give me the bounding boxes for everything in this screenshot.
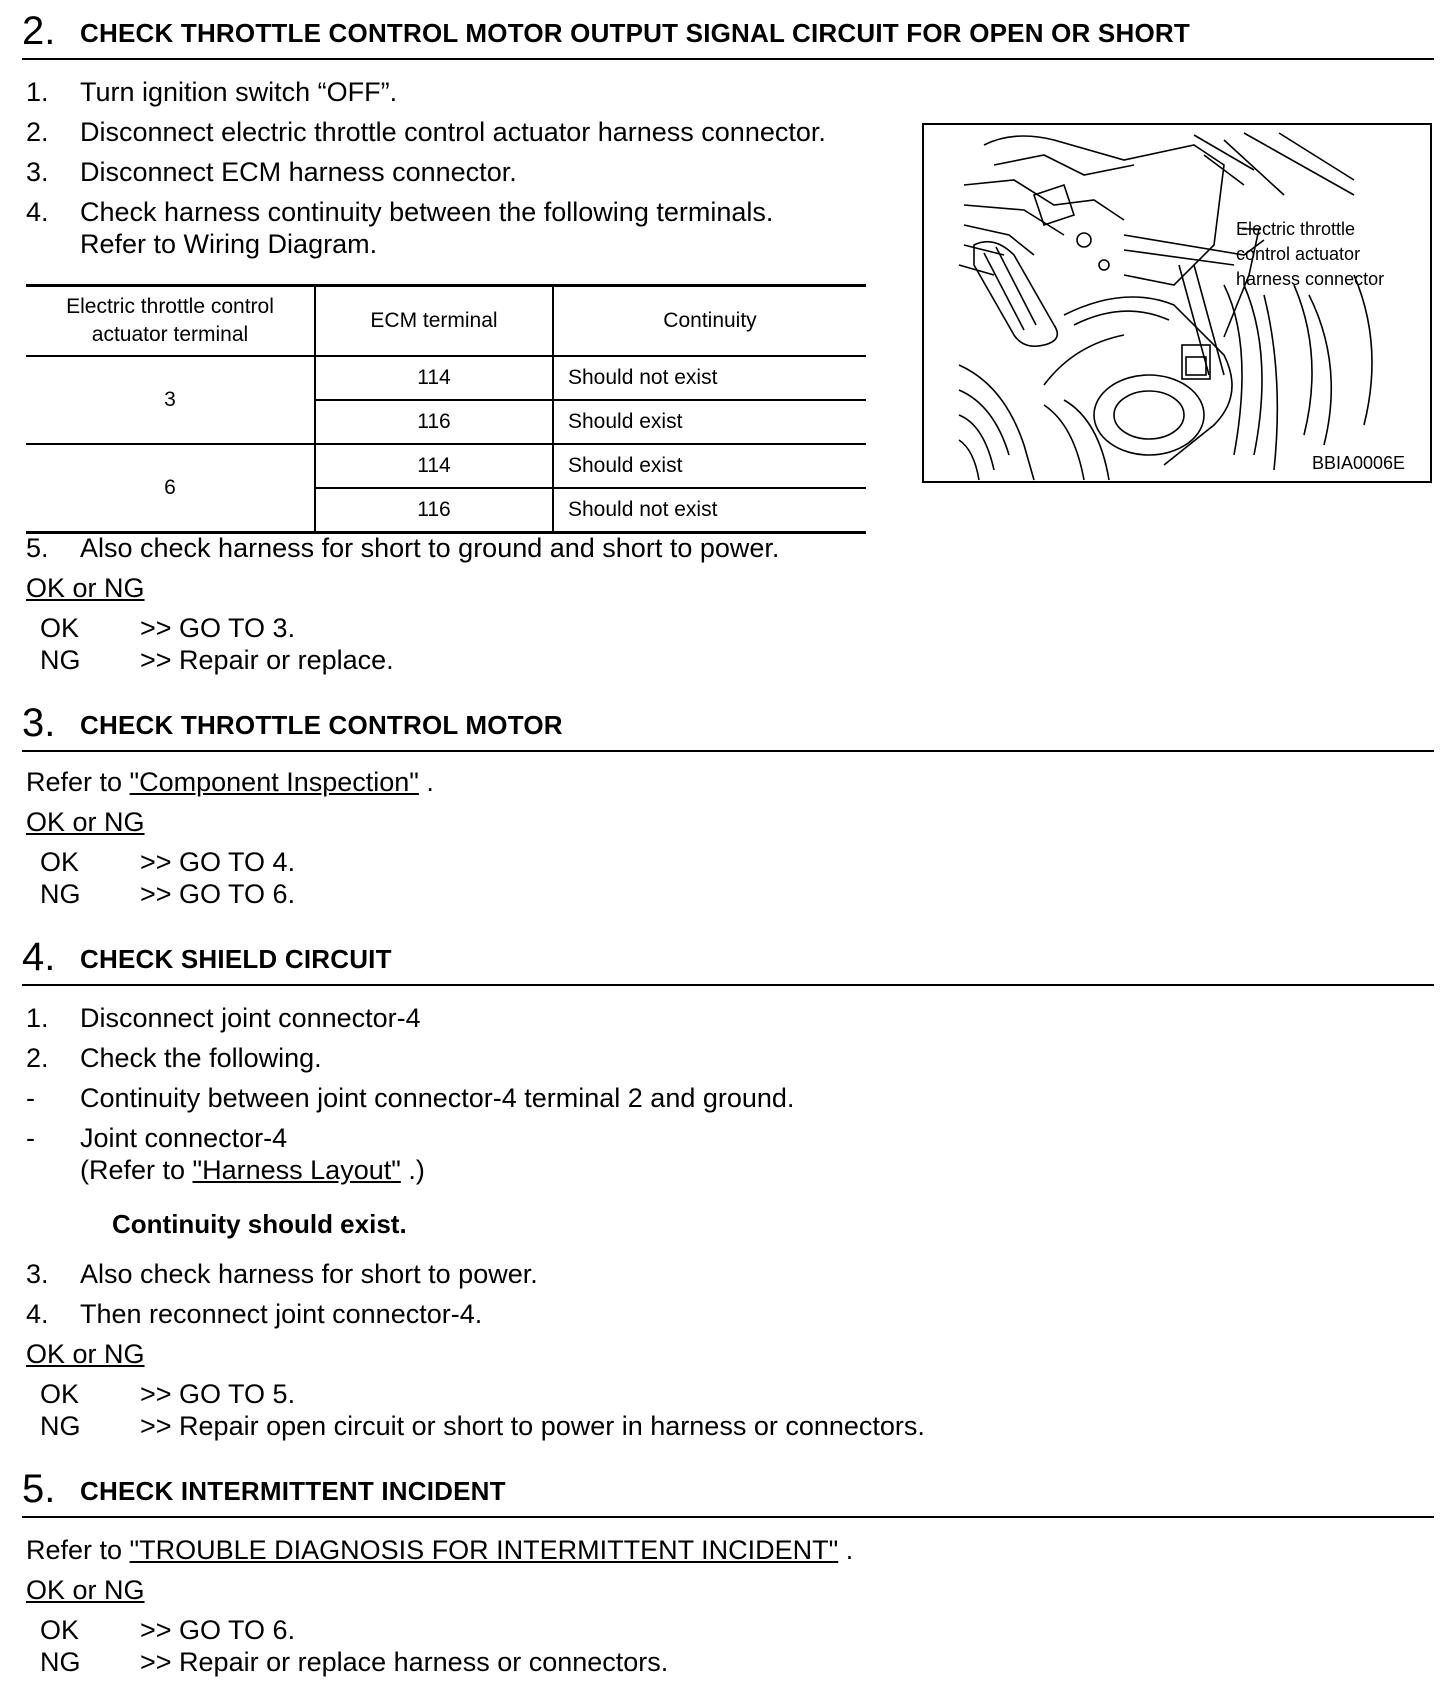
figure-label: harness connector	[1236, 269, 1385, 289]
step-title: CHECK INTERMITTENT INCIDENT	[80, 1476, 506, 1506]
list-number: 2.	[26, 117, 49, 147]
ok-action: >> GO TO 3.	[140, 613, 296, 643]
ecm-terminal-cell: 114	[315, 444, 553, 488]
continuity-cell: Should exist	[553, 444, 866, 488]
step-number: 4.	[22, 935, 56, 979]
list-number: 3.	[26, 157, 49, 187]
ecm-terminal-cell: 116	[315, 488, 553, 533]
ok-action: >> GO TO 6.	[140, 1615, 296, 1645]
ng-label: NG	[40, 1411, 81, 1441]
ng-action: >> Repair or replace harness or connectors.	[140, 1647, 669, 1677]
actuator-terminal-cell: 6	[26, 444, 315, 533]
refer-line: (Refer to "Harness Layout" .)	[80, 1155, 425, 1185]
ecm-terminal-cell: 114	[315, 356, 553, 400]
ok-label: OK	[40, 1379, 80, 1409]
list-item: Then reconnect joint connector-4.	[80, 1299, 483, 1329]
step-title: CHECK THROTTLE CONTROL MOTOR	[80, 710, 563, 740]
continuity-cell: Should not exist	[553, 488, 866, 533]
list-number: 5.	[26, 533, 49, 563]
ok-ng-label: OK or NG	[26, 807, 145, 837]
ok-label: OK	[40, 847, 80, 877]
ecm-terminal-cell: 116	[315, 400, 553, 444]
continuity-cell: Should exist	[553, 400, 866, 444]
continuity-note: Continuity should exist.	[112, 1209, 407, 1239]
ok-ng-label: OK or NG	[26, 1339, 145, 1369]
step-number: 5.	[22, 1467, 56, 1511]
list-number: 1.	[26, 1003, 49, 1033]
ng-action: >> Repair open circuit or short to power in harness or connectors.	[140, 1411, 925, 1441]
refer-line: Refer to "Component Inspection" .	[26, 767, 434, 797]
list-item: Turn ignition switch “OFF”.	[80, 77, 398, 107]
ng-label: NG	[40, 879, 81, 909]
list-item: Disconnect ECM harness connector.	[80, 157, 517, 187]
actuator-terminal-cell: 3	[26, 356, 315, 444]
list-number: 1.	[26, 77, 49, 107]
list-item: Disconnect electric throttle control actuator harness connector.	[80, 117, 826, 147]
ng-action: >> GO TO 6.	[140, 879, 296, 909]
ng-action: >> Repair or replace.	[140, 645, 394, 675]
step-title: CHECK SHIELD CIRCUIT	[80, 944, 392, 974]
list-item: Disconnect joint connector-4	[80, 1003, 421, 1033]
step-4-header	[22, 934, 1434, 986]
ng-label: NG	[40, 1647, 81, 1677]
ok-action: >> GO TO 5.	[140, 1379, 296, 1409]
ok-ng-label: OK or NG	[26, 1575, 145, 1605]
list-item-continuation: Refer to Wiring Diagram.	[80, 229, 378, 259]
ng-label: NG	[40, 645, 81, 675]
list-dash: -	[26, 1123, 35, 1153]
list-number: 4.	[26, 1299, 49, 1329]
figure-label: control actuator	[1236, 244, 1361, 264]
column-header-ecm: ECM terminal	[315, 286, 553, 357]
ok-ng-label: OK or NG	[26, 573, 145, 603]
component-inspection-link[interactable]: "Component Inspection"	[129, 767, 419, 797]
list-number: 3.	[26, 1259, 49, 1289]
refer-line: Refer to "TROUBLE DIAGNOSIS FOR INTERMITTENT INCIDENT" .	[26, 1535, 854, 1565]
list-item: Also check harness for short to ground and short to power.	[80, 533, 780, 563]
ok-action: >> GO TO 4.	[140, 847, 296, 877]
step-title: CHECK THROTTLE CONTROL MOTOR OUTPUT SIGNAL CIRCUIT FOR OPEN OR SHORT	[80, 18, 1190, 48]
column-header-continuity: Continuity	[553, 286, 866, 357]
table-row	[26, 444, 866, 488]
intermittent-incident-link[interactable]: "TROUBLE DIAGNOSIS FOR INTERMITTENT INCIDENT"	[129, 1535, 839, 1565]
harness-layout-link[interactable]: "Harness Layout"	[192, 1155, 401, 1185]
table-row	[26, 356, 866, 400]
list-item: Joint connector-4	[80, 1123, 288, 1153]
continuity-table	[26, 284, 866, 534]
step-5-header	[22, 1466, 1434, 1518]
ok-label: OK	[40, 613, 80, 643]
figure-code: BBIA0006E	[1312, 453, 1406, 473]
column-header-actuator: Electric throttle control actuator terminal	[26, 286, 315, 357]
list-dash: -	[26, 1083, 35, 1113]
step-2-header	[22, 8, 1434, 60]
engine-illustration	[924, 125, 1432, 483]
list-number: 4.	[26, 197, 49, 227]
step-number: 2.	[22, 9, 56, 53]
list-item: Check harness continuity between the following terminals.	[80, 197, 774, 227]
list-item: Continuity between joint connector-4 terminal 2 and ground.	[80, 1083, 795, 1113]
list-item: Check the following.	[80, 1043, 322, 1073]
step-3-header	[22, 700, 1434, 752]
figure-label: Electric throttle	[1236, 219, 1356, 239]
engine-bay-figure	[922, 123, 1432, 483]
ok-label: OK	[40, 1615, 80, 1645]
list-number: 2.	[26, 1043, 49, 1073]
list-item: Also check harness for short to power.	[80, 1259, 538, 1289]
step-number: 3.	[22, 701, 56, 745]
continuity-cell: Should not exist	[553, 356, 866, 400]
